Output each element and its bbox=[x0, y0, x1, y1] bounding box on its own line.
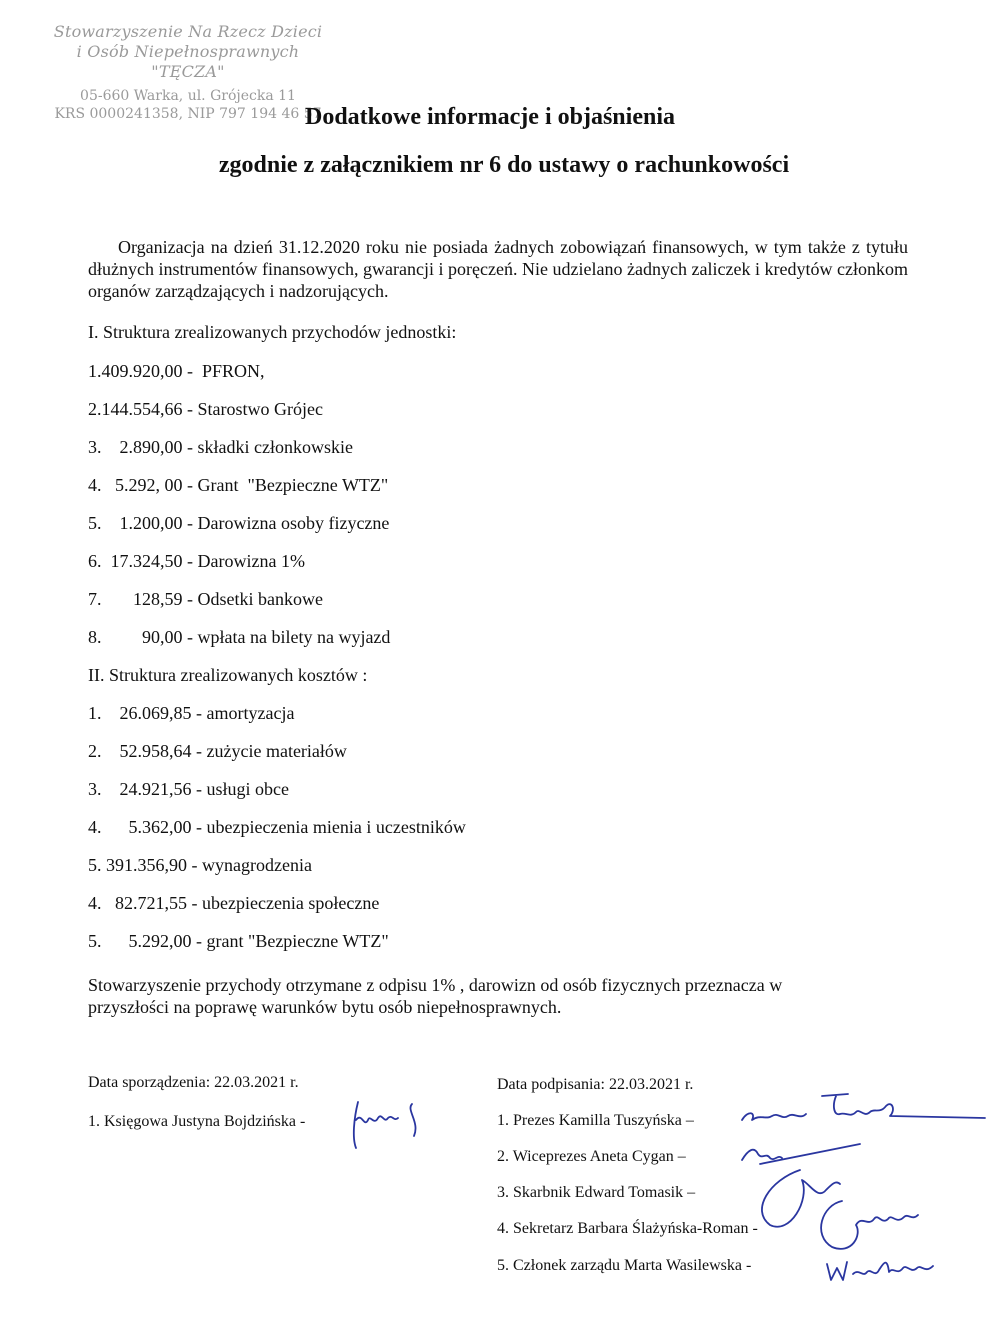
cost-item: 5. 391.356,90 - wynagrodzenia bbox=[88, 855, 312, 875]
cost-item: 5. 5.292,00 - grant "Bezpieczne WTZ" bbox=[88, 931, 389, 951]
revenue-item: 5. 1.200,00 - Darowizna osoby fizyczne bbox=[88, 513, 390, 533]
cost-item: 4. 82.721,55 - ubezpieczenia społeczne bbox=[88, 893, 380, 913]
stamp-line-address: 05-660 Warka, ul. Grójecka 11 bbox=[80, 88, 296, 104]
signer-line: 1. Prezes Kamilla Tuszyńska – bbox=[497, 1112, 694, 1129]
revenue-item: 2.144.554,66 - Starostwo Grójec bbox=[88, 399, 323, 419]
revenue-item: 6. 17.324,50 - Darowizna 1% bbox=[88, 551, 305, 571]
cost-item: 2. 52.958,64 - zużycie materiałów bbox=[88, 741, 347, 761]
stamp-line-name: Stowarzyszenie Na Rzecz Dzieci bbox=[53, 22, 323, 41]
signer-line: 4. Sekretarz Barbara Ślażyńska-Roman - bbox=[497, 1220, 758, 1237]
cost-item: 3. 24.921,56 - usługi obce bbox=[88, 779, 289, 799]
prepared-date: Data sporządzenia: 22.03.2021 r. bbox=[88, 1074, 299, 1091]
cost-item: 1. 26.069,85 - amortyzacja bbox=[88, 703, 295, 723]
revenue-item: 1.409.920,00 - PFRON, bbox=[88, 361, 265, 381]
signed-date: Data podpisania: 22.03.2021 r. bbox=[497, 1076, 694, 1093]
stamp-line-name-2: i Osób Niepełnosprawnych "TĘCZA" bbox=[76, 42, 300, 81]
signer-line: 5. Członek zarządu Marta Wasilewska - bbox=[497, 1257, 752, 1274]
closing-paragraph: Stowarzyszenie przychody otrzymane z odpisu 1% , darowizn od osób fizycznych przeznacza w przyszłości na poprawę warunków bytu osób niepełnosprawnych. bbox=[88, 975, 783, 1017]
revenue-heading: I. Struktura zrealizowanych przychodów jednostki: bbox=[88, 322, 457, 342]
revenue-item: 4. 5.292, 00 - Grant "Bezpieczne WTZ" bbox=[88, 475, 389, 495]
revenue-item: 7. 128,59 - Odsetki bankowe bbox=[88, 589, 323, 609]
costs-heading: II. Struktura zrealizowanych kosztów : bbox=[88, 665, 368, 685]
intro-paragraph bbox=[88, 236, 908, 302]
signer-line: 3. Skarbnik Edward Tomasik – bbox=[497, 1184, 696, 1201]
president-signature-icon bbox=[740, 1090, 990, 1130]
preparer-line: 1. Księgowa Justyna Bojdzińska - bbox=[88, 1113, 306, 1130]
preparer-signature-icon bbox=[348, 1098, 438, 1153]
signer-line: 2. Wiceprezes Aneta Cygan – bbox=[497, 1148, 686, 1165]
cost-item: 4. 5.362,00 - ubezpieczenia mienia i uczestników bbox=[88, 817, 466, 837]
revenue-item: 3. 2.890,00 - składki członkowskie bbox=[88, 437, 353, 457]
intro-text: Organizacja na dzień 31.12.2020 roku nie posiada żadnych zobowiązań finansowych, w tym także z tytułu dłużnych instrumentów finansowych, gwarancji i poręczeń. Nie udzielano żadnych zaliczek i kredytów członkom organów zarządzających i nadzorujących. bbox=[88, 237, 908, 301]
board-member-signature-icon bbox=[825, 1250, 945, 1286]
stamp-line-registry: KRS 0000241358, NIP 797 194 46 57 bbox=[54, 105, 322, 122]
revenue-item: 8. 90,00 - wpłata na bilety na wyjazd bbox=[88, 627, 391, 647]
document-subtitle: zgodnie z załącznikiem nr 6 do ustawy o rachunkowości bbox=[218, 152, 790, 178]
document-title: Dodatkowe informacje i objaśnienia bbox=[305, 104, 675, 130]
secretary-signature-icon bbox=[812, 1195, 942, 1255]
